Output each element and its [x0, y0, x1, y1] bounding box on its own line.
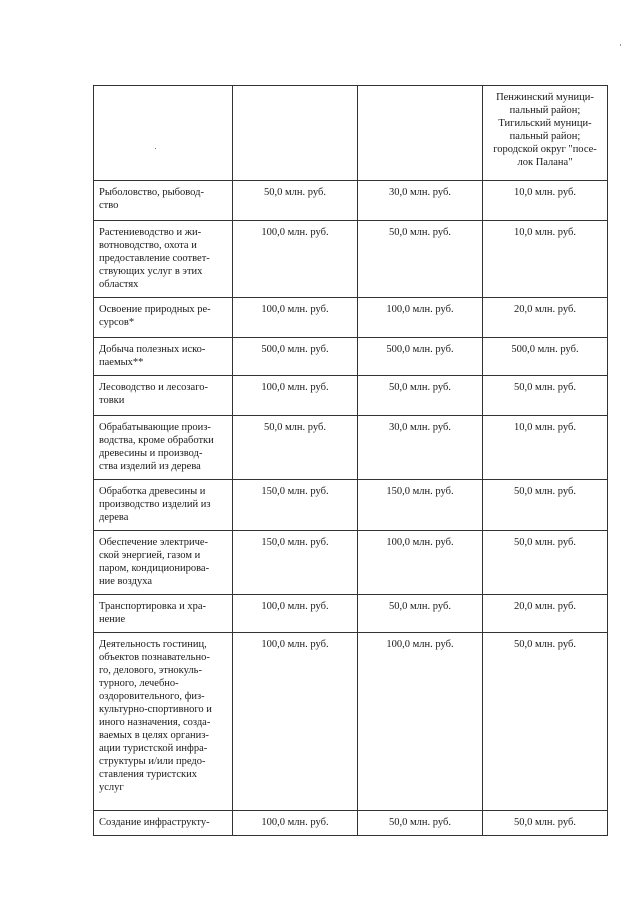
table-row: [94, 531, 608, 595]
table-row: [94, 480, 608, 531]
header-cell-1: [94, 86, 233, 181]
value-cell-1: 500,0 млн. руб.: [233, 338, 358, 376]
value-cell-3: 50,0 млн. руб.: [483, 531, 608, 595]
value-cell-1: 100,0 млн. руб.: [233, 633, 358, 811]
value-cell-3: 50,0 млн. руб.: [483, 811, 608, 836]
activity-cell: Деятельность гостиниц, объектов познавательно- го, делового, этнокуль- турного, лечебно- оздоровительного, физ- культурно-спортивного и иного назначения, созда- ваемых в целях организ- ации туристской инфра- структуры и/или предо- ставления туристских услуг: [94, 633, 233, 811]
value-cell-2: 50,0 млн. руб.: [358, 811, 483, 836]
activity-cell: Обеспечение электриче- ской энергией, газом и паром, кондиционирова- ние воздуха: [94, 531, 233, 595]
value-cell-3: 50,0 млн. руб.: [483, 480, 608, 531]
table-row: [94, 376, 608, 416]
value-cell-3: 10,0 млн. руб.: [483, 221, 608, 298]
value-cell-3: 20,0 млн. руб.: [483, 298, 608, 338]
activity-cell: Обрабатывающие произ- водства, кроме обработки древесины и производ- ства изделий из дерева: [94, 416, 233, 480]
value-cell-3: 10,0 млн. руб.: [483, 416, 608, 480]
header-cell-region: Пенжинский муници- пальный район; Тигильский муници- пальный район; городской округ "посе- лок Палана": [483, 86, 608, 181]
scan-mark: [620, 44, 621, 46]
value-cell-3: 50,0 млн. руб.: [483, 376, 608, 416]
value-cell-3: 50,0 млн. руб.: [483, 633, 608, 811]
value-cell-1: 100,0 млн. руб.: [233, 811, 358, 836]
table-row: [94, 633, 608, 811]
value-cell-3: 20,0 млн. руб.: [483, 595, 608, 633]
header-row: [94, 86, 608, 181]
table-row: [94, 338, 608, 376]
value-cell-1: 100,0 млн. руб.: [233, 221, 358, 298]
value-cell-1: 100,0 млн. руб.: [233, 595, 358, 633]
value-cell-2: 30,0 млн. руб.: [358, 181, 483, 221]
value-cell-2: 150,0 млн. руб.: [358, 480, 483, 531]
table-row: [94, 221, 608, 298]
activity-cell: Растениеводство и жи- вотноводство, охота и предоставление соответ- ствующих услуг в этих областях: [94, 221, 233, 298]
value-cell-2: 50,0 млн. руб.: [358, 221, 483, 298]
table-row: [94, 298, 608, 338]
value-cell-2: 100,0 млн. руб.: [358, 298, 483, 338]
value-cell-2: 30,0 млн. руб.: [358, 416, 483, 480]
activity-cell: Лесоводство и лесозаго- товки: [94, 376, 233, 416]
value-cell-2: 500,0 млн. руб.: [358, 338, 483, 376]
value-cell-1: 50,0 млн. руб.: [233, 181, 358, 221]
investment-threshold-table: [93, 85, 608, 836]
value-cell-1: 100,0 млн. руб.: [233, 376, 358, 416]
header-cell-2: [233, 86, 358, 181]
value-cell-2: 50,0 млн. руб.: [358, 595, 483, 633]
value-cell-2: 50,0 млн. руб.: [358, 376, 483, 416]
activity-cell: Освоение природных ре- сурсов*: [94, 298, 233, 338]
table-row: [94, 595, 608, 633]
activity-cell: Добыча полезных иско- паемых**: [94, 338, 233, 376]
activity-cell: Создание инфраструкту-: [94, 811, 233, 836]
value-cell-1: 150,0 млн. руб.: [233, 531, 358, 595]
activity-cell: Транспортировка и хра- нение: [94, 595, 233, 633]
value-cell-1: 150,0 млн. руб.: [233, 480, 358, 531]
value-cell-3: 10,0 млн. руб.: [483, 181, 608, 221]
value-cell-3: 500,0 млн. руб.: [483, 338, 608, 376]
activity-cell: Обработка древесины и производство изделий из дерева: [94, 480, 233, 531]
table-row: [94, 811, 608, 836]
table-row: [94, 416, 608, 480]
value-cell-1: 100,0 млн. руб.: [233, 298, 358, 338]
activity-cell: Рыболовство, рыбовод- ство: [94, 181, 233, 221]
value-cell-2: 100,0 млн. руб.: [358, 531, 483, 595]
value-cell-2: 100,0 млн. руб.: [358, 633, 483, 811]
header-cell-3: [358, 86, 483, 181]
table-row: [94, 181, 608, 221]
value-cell-1: 50,0 млн. руб.: [233, 416, 358, 480]
